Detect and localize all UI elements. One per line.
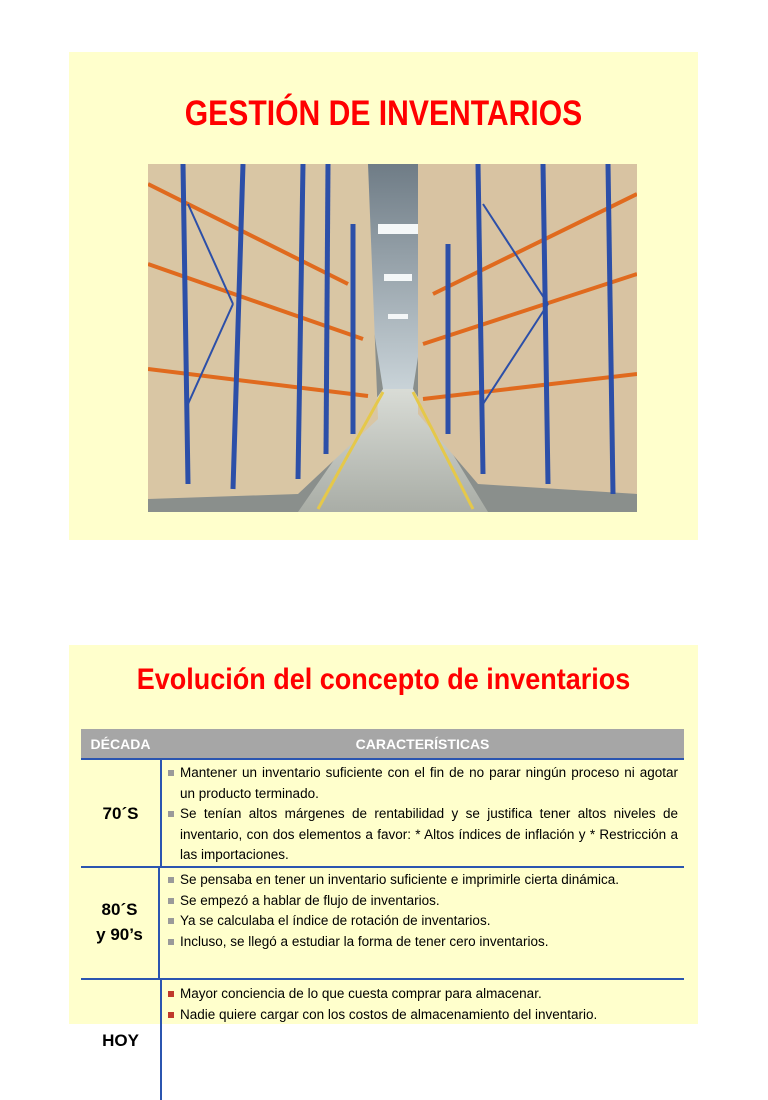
list-item: Mantener un inventario suficiente con el fin de no parar ningún proceso ni agotar un producto terminado. xyxy=(166,763,678,804)
slide-1 xyxy=(69,52,698,540)
header-decade: DÉCADA xyxy=(90,736,151,752)
table-row xyxy=(81,758,684,868)
decade-cell: HOY xyxy=(81,980,162,1100)
list-item: Se empezó a hablar de flujo de inventarios. xyxy=(166,891,678,912)
slide-2 xyxy=(69,645,698,1050)
warehouse-photo xyxy=(148,164,637,512)
table-row xyxy=(81,980,684,1100)
list-item: Mayor conciencia de lo que cuesta comprar para almacenar. xyxy=(166,984,678,1005)
list-item: Ya se calculaba el índice de rotación de inventarios. xyxy=(166,911,678,932)
slide-title: GESTIÓN DE INVENTARIOS xyxy=(184,94,583,133)
table-row xyxy=(81,866,684,980)
characteristics-list xyxy=(166,870,678,952)
characteristics-list xyxy=(166,984,678,1025)
decade-cell: 70´S xyxy=(81,760,162,866)
characteristics-list xyxy=(166,763,678,866)
list-item: Incluso, se llegó a estudiar la forma de tener cero inventarios. xyxy=(166,932,678,953)
slide-title: Evolución del concepto de inventarios xyxy=(136,663,631,696)
list-item: Se pensaba en tener un inventario suficiente e imprimirle cierta dinámica. xyxy=(166,870,678,891)
list-item: Nadie quiere cargar con los costos de almacenamiento del inventario. xyxy=(166,1005,678,1026)
decade-cell: 80´S y 90’s xyxy=(81,866,160,978)
header-characteristics: CARACTERÍSTICAS xyxy=(355,736,490,752)
list-item: Se tenían altos márgenes de rentabilidad y se justifica tener altos niveles de inventario, con dos elementos a favor: * Altos índices de inflación y * Restricción a las importaciones. xyxy=(166,804,678,866)
table-header xyxy=(81,729,684,758)
